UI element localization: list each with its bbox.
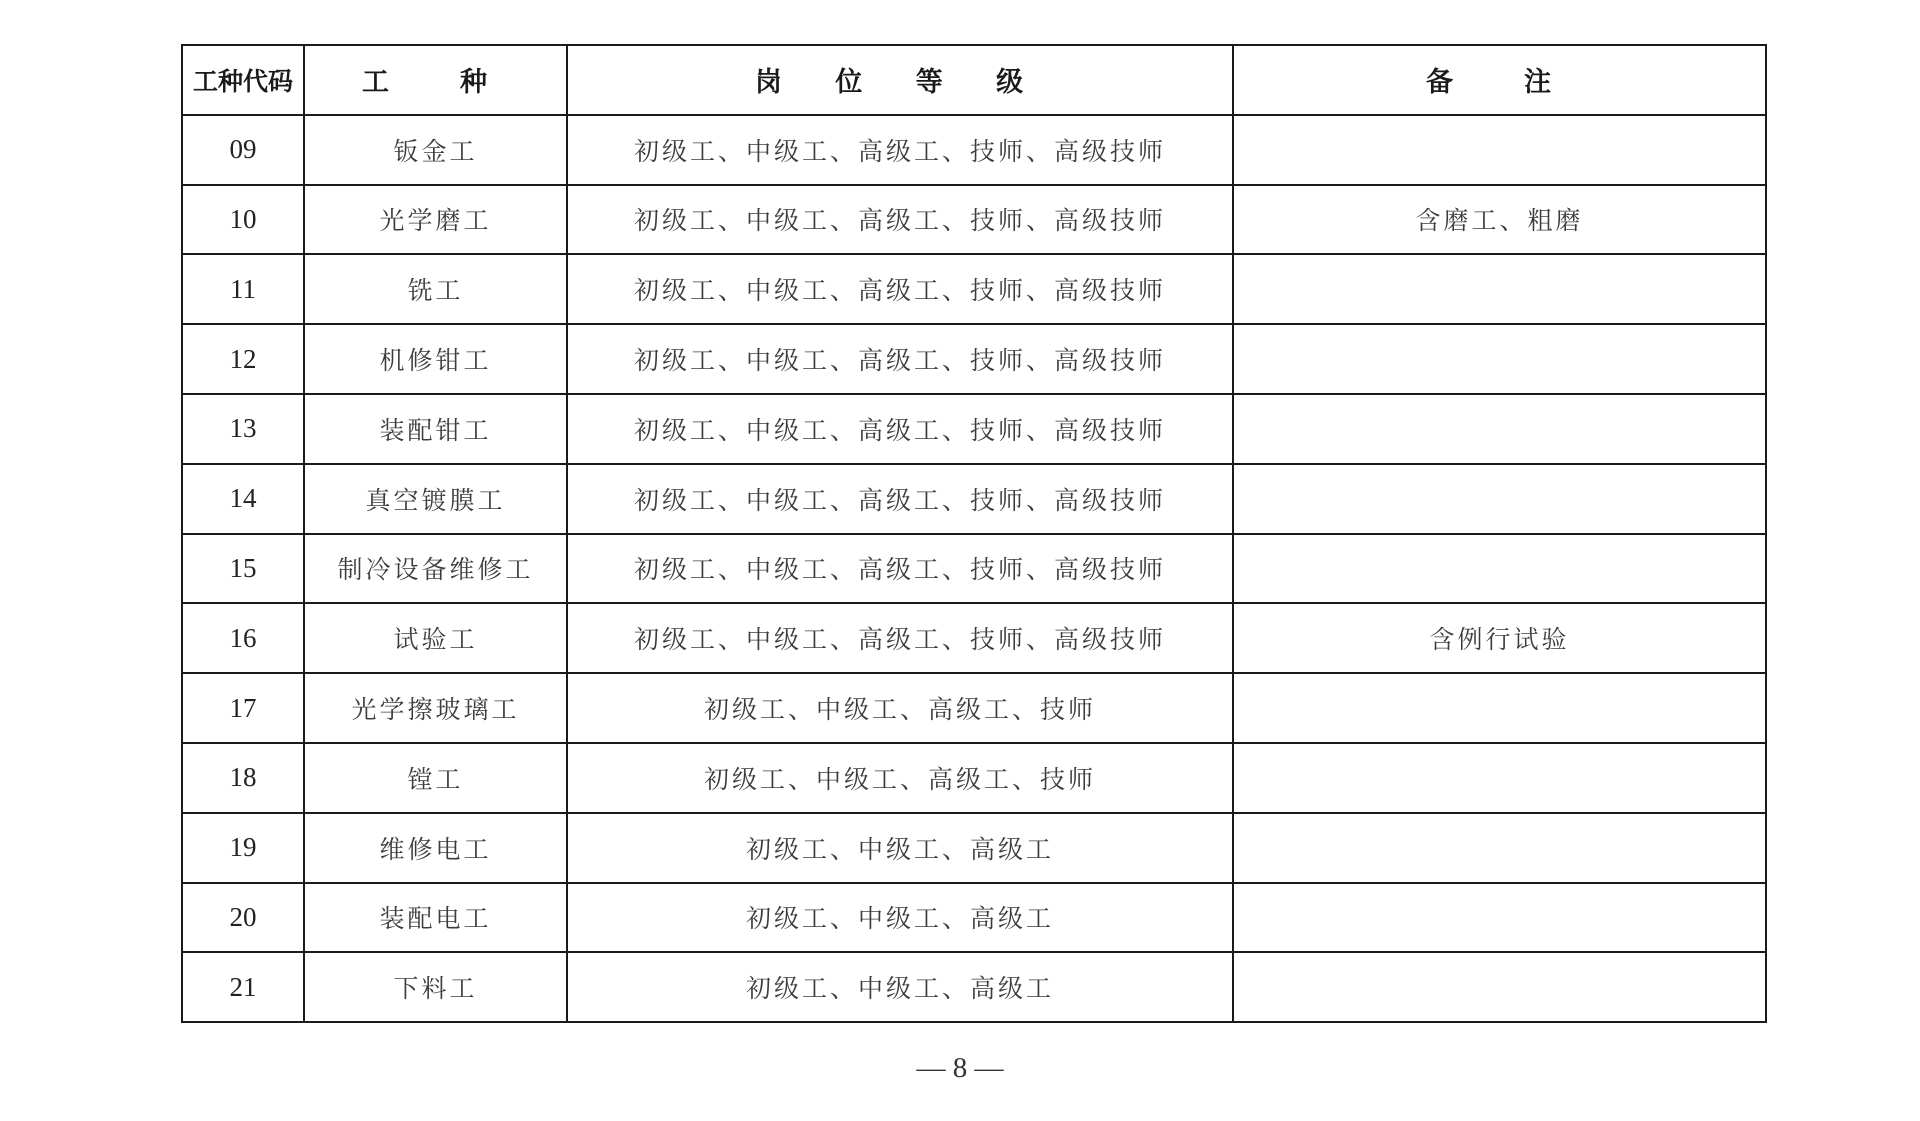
cell-remarks — [1233, 534, 1766, 604]
cell-trade: 钣金工 — [304, 115, 567, 185]
cell-code: 15 — [182, 534, 304, 604]
cell-trade: 维修电工 — [304, 813, 567, 883]
cell-code: 16 — [182, 603, 304, 673]
cell-levels: 初级工、中级工、高级工 — [567, 952, 1233, 1022]
table-row — [182, 534, 1766, 604]
cell-code: 09 — [182, 115, 304, 185]
table-row — [182, 115, 1766, 185]
cell-code: 11 — [182, 254, 304, 324]
cell-levels: 初级工、中级工、高级工 — [567, 883, 1233, 953]
cell-remarks: 含例行试验 — [1233, 603, 1766, 673]
cell-trade: 机修钳工 — [304, 324, 567, 394]
cell-levels: 初级工、中级工、高级工、技师 — [567, 673, 1233, 743]
table-header-row — [182, 45, 1766, 115]
cell-levels: 初级工、中级工、高级工、技师、高级技师 — [567, 603, 1233, 673]
cell-remarks — [1233, 952, 1766, 1022]
cell-code: 12 — [182, 324, 304, 394]
cell-remarks — [1233, 673, 1766, 743]
cell-trade: 真空镀膜工 — [304, 464, 567, 534]
cell-levels: 初级工、中级工、高级工、技师 — [567, 743, 1233, 813]
cell-trade: 光学磨工 — [304, 185, 567, 255]
table-row — [182, 883, 1766, 953]
cell-levels: 初级工、中级工、高级工、技师、高级技师 — [567, 185, 1233, 255]
table-row — [182, 952, 1766, 1022]
cell-trade: 试验工 — [304, 603, 567, 673]
cell-trade: 光学擦玻璃工 — [304, 673, 567, 743]
trade-levels-table — [181, 44, 1767, 1023]
cell-code: 17 — [182, 673, 304, 743]
cell-remarks — [1233, 464, 1766, 534]
cell-remarks — [1233, 115, 1766, 185]
cell-levels: 初级工、中级工、高级工 — [567, 813, 1233, 883]
cell-trade: 铣工 — [304, 254, 567, 324]
cell-code: 21 — [182, 952, 304, 1022]
table-row — [182, 324, 1766, 394]
table-row — [182, 673, 1766, 743]
header-code: 工种代码 — [182, 45, 304, 115]
cell-trade: 下料工 — [304, 952, 567, 1022]
cell-code: 18 — [182, 743, 304, 813]
table-row — [182, 743, 1766, 813]
header-levels: 岗 位 等 级 — [567, 45, 1233, 115]
cell-code: 19 — [182, 813, 304, 883]
cell-remarks — [1233, 813, 1766, 883]
cell-levels: 初级工、中级工、高级工、技师、高级技师 — [567, 324, 1233, 394]
cell-levels: 初级工、中级工、高级工、技师、高级技师 — [567, 394, 1233, 464]
cell-remarks — [1233, 254, 1766, 324]
cell-levels: 初级工、中级工、高级工、技师、高级技师 — [567, 464, 1233, 534]
cell-remarks — [1233, 883, 1766, 953]
cell-levels: 初级工、中级工、高级工、技师、高级技师 — [567, 115, 1233, 185]
cell-trade: 装配钳工 — [304, 394, 567, 464]
cell-trade: 镗工 — [304, 743, 567, 813]
table-row — [182, 394, 1766, 464]
table-row — [182, 185, 1766, 255]
cell-levels: 初级工、中级工、高级工、技师、高级技师 — [567, 254, 1233, 324]
cell-remarks — [1233, 324, 1766, 394]
header-trade: 工 种 — [304, 45, 567, 115]
page-number: — 8 — — [916, 1052, 1004, 1084]
table-row — [182, 254, 1766, 324]
cell-remarks: 含磨工、粗磨 — [1233, 185, 1766, 255]
cell-code: 14 — [182, 464, 304, 534]
cell-trade: 制冷设备维修工 — [304, 534, 567, 604]
table-row — [182, 603, 1766, 673]
table-row — [182, 813, 1766, 883]
table-row — [182, 464, 1766, 534]
cell-code: 13 — [182, 394, 304, 464]
cell-trade: 装配电工 — [304, 883, 567, 953]
cell-remarks — [1233, 743, 1766, 813]
header-remarks: 备 注 — [1233, 45, 1766, 115]
cell-levels: 初级工、中级工、高级工、技师、高级技师 — [567, 534, 1233, 604]
cell-code: 10 — [182, 185, 304, 255]
cell-remarks — [1233, 394, 1766, 464]
cell-code: 20 — [182, 883, 304, 953]
